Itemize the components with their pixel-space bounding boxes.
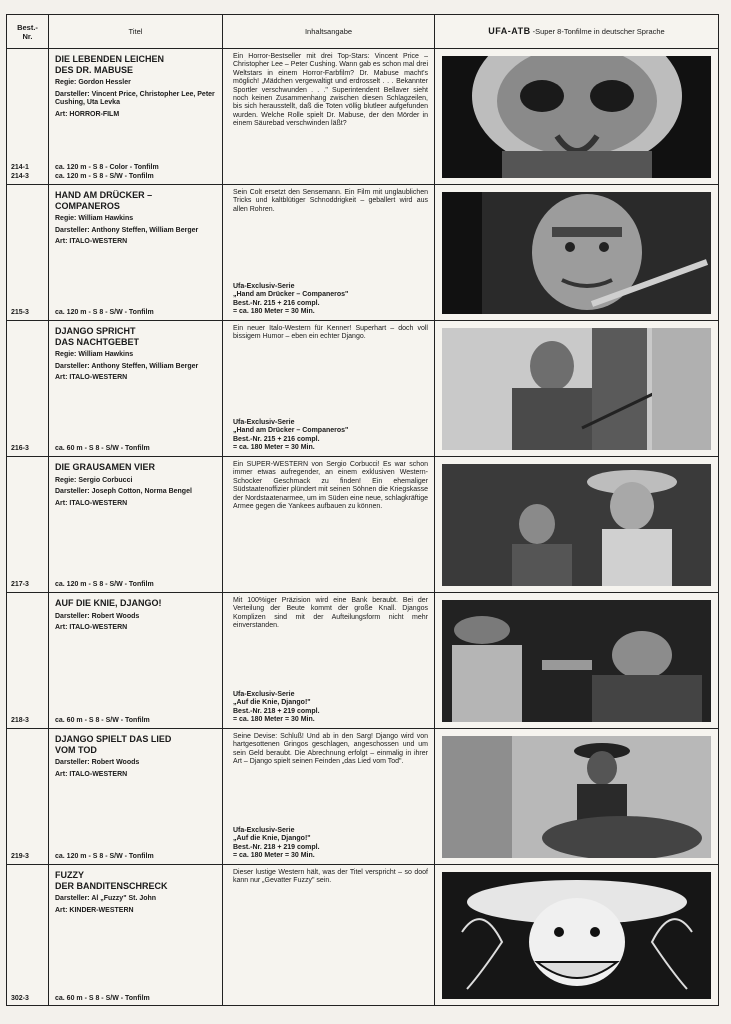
- film-title-line: DJANGO SPRICHT: [55, 326, 136, 336]
- title-cell: [49, 321, 223, 456]
- film-format: [55, 716, 150, 725]
- order-number: 216-3: [11, 445, 29, 452]
- order-number: 214-3: [11, 173, 29, 180]
- film-title-line: DER BANDITENSCHRECK: [55, 880, 168, 891]
- film-credit: Darsteller: Anthony Steffen, William Berger: [55, 362, 199, 370]
- format-line: ca. 60 m - S 8 - S/W - Tonfilm: [55, 995, 150, 1002]
- table-row: [7, 185, 718, 321]
- bandits-scene-icon: [442, 600, 711, 722]
- skull-photo-icon: [442, 56, 711, 178]
- format-line: ca. 60 m - S 8 - S/W - Tonfilm: [55, 717, 150, 724]
- series-line: „Hand am Drücker – Companeros": [233, 427, 349, 435]
- series-line: Best.-Nr. 215 + 216 compl.: [233, 299, 320, 307]
- order-numbers: [11, 444, 46, 453]
- film-credit: Darsteller: Joseph Cotton, Norma Bengel: [55, 488, 192, 495]
- order-number-cell: [7, 457, 49, 592]
- order-numbers: [11, 308, 46, 317]
- order-numbers: [11, 994, 46, 1003]
- table-header: [7, 15, 718, 49]
- still-image-cell: [435, 729, 718, 864]
- format-line: ca. 120 m - S 8 - S/W - Tonfilm: [55, 853, 154, 860]
- film-title-line: AUF DIE KNIE, DJANGO!: [55, 598, 162, 608]
- title-cell: [49, 457, 223, 592]
- order-number-cell: [7, 865, 49, 1006]
- order-number: 217-3: [11, 581, 29, 588]
- description-cell: [223, 321, 435, 456]
- order-numbers: [11, 163, 46, 181]
- catalog-sheet: [6, 14, 719, 1006]
- series-info: [233, 827, 320, 860]
- series-line: = ca. 180 Meter = 30 Min.: [233, 851, 315, 859]
- still-image-cell: [435, 49, 718, 184]
- film-title: [55, 190, 218, 211]
- still-image-cell: [435, 865, 718, 1006]
- film-title: [55, 462, 218, 473]
- title-cell: [49, 729, 223, 864]
- order-number-cell: [7, 593, 49, 728]
- film-description: Sein Colt ersetzt den Sensemann. Ein Film mit unglaublichen Tricks und kaltblütiger Schnoddrigkeit – geballert wird aus allen Rohren.: [233, 189, 428, 213]
- film-title-line: FUZZY: [55, 870, 84, 880]
- film-credit: Darsteller: Anthony Steffen, William Berger: [55, 226, 199, 234]
- series-line: Ufa-Exclusiv-Serie: [233, 691, 295, 699]
- table-row: [7, 865, 718, 1006]
- series-line: Best.-Nr. 218 + 219 compl.: [233, 707, 320, 715]
- fuzzy-cartoon-icon: [442, 872, 711, 999]
- film-format: [55, 852, 154, 861]
- format-line: ca. 120 m - S 8 - S/W - Tonfilm: [55, 581, 154, 588]
- film-description: Dieser lustige Western hält, was der Titel verspricht – so doof kann nur „Gevatter Fuzzy" sein.: [233, 869, 428, 885]
- film-title: [55, 870, 218, 891]
- series-line: Ufa-Exclusiv-Serie: [233, 419, 295, 427]
- film-description: Mit 100%iger Präzision wird eine Bank beraubt. Bei der Verteilung der Beute kommt der große Knall. Djangos Komplizen sind mit der Aufteilungsform nicht mehr einverstanden.: [233, 597, 428, 630]
- order-numbers: [11, 580, 46, 589]
- table-row: [7, 729, 718, 865]
- western-duo-icon: [442, 464, 711, 586]
- title-cell: [49, 49, 223, 184]
- order-number: 302-3: [11, 995, 29, 1002]
- rider-on-horse-icon: [442, 736, 711, 858]
- series-line: „Auf die Knie, Django!": [233, 835, 311, 843]
- title-cell: [49, 865, 223, 1006]
- film-credit: Regie: William Hawkins: [55, 215, 134, 222]
- film-credit: Regie: Sergio Corbucci: [55, 476, 133, 484]
- film-description: Seine Devise: Schluß! Und ab in den Sarg! Django wird von hartgesottenen Gringos geschlagen, angeschossen und um sein Geld beraubt. Die Abrechnung erfolgt – einmalig in ihrer Art – Django spielt seinen Feinden „das Lied vom Tod".: [233, 733, 428, 766]
- col-number-header: Best.- Nr.: [7, 15, 49, 48]
- format-line: ca. 120 m - S 8 - Color - Tonfilm: [55, 164, 159, 171]
- film-credit: Regie: William Hawkins: [55, 351, 134, 358]
- gunman-by-tree-icon: [442, 328, 711, 450]
- film-title-line: COMPANEROS: [55, 200, 120, 211]
- format-line: ca. 120 m - S 8 - S/W - Tonfilm: [55, 173, 154, 180]
- film-format: [55, 308, 154, 317]
- col-brand-header: UFA-ATB -Super 8-Tonfilme in deutscher Sprache: [488, 26, 665, 36]
- title-cell: [49, 593, 223, 728]
- title-cell: [49, 185, 223, 320]
- table-row: [7, 321, 718, 457]
- film-title: [55, 326, 218, 347]
- order-number-cell: [7, 49, 49, 184]
- film-description: Ein neuer Italo-Western für Kenner! Superhart – doch voll bissigem Humor – eben ein echter Django.: [233, 325, 428, 341]
- description-cell: [223, 865, 435, 1006]
- film-title-line: DIE LEBENDEN LEICHEN: [55, 54, 165, 64]
- format-line: ca. 120 m - S 8 - S/W - Tonfilm: [55, 309, 154, 316]
- format-line: ca. 60 m - S 8 - S/W - Tonfilm: [55, 445, 150, 452]
- film-credit: Art: KINDER-WESTERN: [55, 906, 134, 914]
- still-image-cell: [435, 457, 718, 592]
- film-credit: Darsteller: Robert Woods: [55, 759, 140, 766]
- table-row: [7, 593, 718, 729]
- description-cell: [223, 185, 435, 320]
- film-description: Ein SUPER-WESTERN von Sergio Corbucci! Es war schon immer etwas aufregender, an einem exklusiven Western-Schocker Geschmack zu finden! Ein ehemaliger Südstaatenoffizier plündert mit seinen Söhnen die Kriegskasse der Nordstaatenarmee, um im Süden eine neue, schlagkräftige Armee gegen die Yankees aufbauen zu können.: [233, 461, 428, 511]
- series-line: Ufa-Exclusiv-Serie: [233, 827, 295, 835]
- series-info: [233, 691, 320, 724]
- film-format: [55, 163, 159, 181]
- series-info: [233, 283, 348, 316]
- film-credit: Art: ITALO-WESTERN: [55, 770, 128, 778]
- order-number-cell: [7, 185, 49, 320]
- still-image-cell: [435, 321, 718, 456]
- order-number: 214-1: [11, 164, 29, 171]
- film-format: [55, 994, 150, 1003]
- film-title-line: HAND AM DRÜCKER –: [55, 190, 153, 200]
- order-number: 218-3: [11, 717, 29, 724]
- series-line: Best.-Nr. 215 + 216 compl.: [233, 435, 320, 443]
- col-content-header: Inhaltsangabe: [223, 15, 435, 48]
- film-format: [55, 444, 150, 453]
- film-title-line: DES DR. MABUSE: [55, 64, 134, 75]
- table-row: [7, 49, 718, 185]
- series-line: = ca. 180 Meter = 30 Min.: [233, 307, 315, 315]
- series-line: Best.-Nr. 218 + 219 compl.: [233, 843, 320, 851]
- film-format: [55, 580, 154, 589]
- film-title: [55, 54, 218, 75]
- series-info: [233, 419, 348, 452]
- col-title-header: Titel: [49, 15, 223, 48]
- film-title: [55, 734, 218, 755]
- series-line: „Auf die Knie, Django!": [233, 699, 311, 707]
- order-numbers: [11, 716, 46, 725]
- gunman-portrait-icon: [442, 192, 711, 314]
- description-cell: [223, 593, 435, 728]
- description-cell: [223, 49, 435, 184]
- order-numbers: [11, 852, 46, 861]
- film-credit: Darsteller: Robert Woods: [55, 612, 140, 620]
- film-credit: Regie: Gordon Hessler: [55, 79, 131, 86]
- film-credit: Art: ITALO-WESTERN: [55, 374, 128, 381]
- film-description: Ein Horror-Bestseller mit drei Top-Stars: Vincent Price – Christopher Lee – Peter Cushing. Wann gab es schon mal drei Weltstars in einem Horror-Farbfilm? Dr. Mabuse macht's möglich! „Mädchen vergewaltigt und erdrosselt . . . Bekannter Sportler verschwunden . . ." Superintendent Bellaver sieht noch keinen Zusammenhang zwischen diesen Schlagzeilen, bis sich herausstellt, daß die Toten völlig blutleer aufgefunden wurden. Welche Rolle spielt Dr. Mabuse, der den Mörder in einem Säurebad verschwinden läßt?: [233, 53, 428, 128]
- film-credit: Art: ITALO-WESTERN: [55, 238, 128, 245]
- film-credit: Darsteller: Vincent Price, Christopher Lee, Peter Cushing, Uta Levka: [55, 90, 215, 106]
- film-title-line: DAS NACHTGEBET: [55, 336, 140, 347]
- film-credit: Art: HORROR-FILM: [55, 110, 120, 118]
- film-credit: Darsteller: Al „Fuzzy" St. John: [55, 895, 157, 902]
- order-number-cell: [7, 729, 49, 864]
- still-image-cell: [435, 593, 718, 728]
- film-title: [55, 598, 218, 609]
- order-number-cell: [7, 321, 49, 456]
- film-title-line: VOM TOD: [55, 744, 97, 755]
- series-line: „Hand am Drücker – Companeros": [233, 291, 349, 299]
- film-title-line: DJANGO SPIELT DAS LIED: [55, 734, 172, 744]
- order-number: 215-3: [11, 309, 29, 316]
- brand-logo: UFA-ATB: [488, 26, 531, 36]
- series-line: = ca. 180 Meter = 30 Min.: [233, 715, 315, 723]
- still-image-cell: [435, 185, 718, 320]
- series-line: Ufa-Exclusiv-Serie: [233, 283, 295, 291]
- table-row: [7, 457, 718, 593]
- film-credit: Art: ITALO-WESTERN: [55, 624, 128, 631]
- description-cell: [223, 457, 435, 592]
- description-cell: [223, 729, 435, 864]
- film-credit: Art: ITALO-WESTERN: [55, 499, 128, 507]
- film-title-line: DIE GRAUSAMEN VIER: [55, 462, 156, 472]
- order-number: 219-3: [11, 853, 29, 860]
- series-line: = ca. 180 Meter = 30 Min.: [233, 443, 315, 451]
